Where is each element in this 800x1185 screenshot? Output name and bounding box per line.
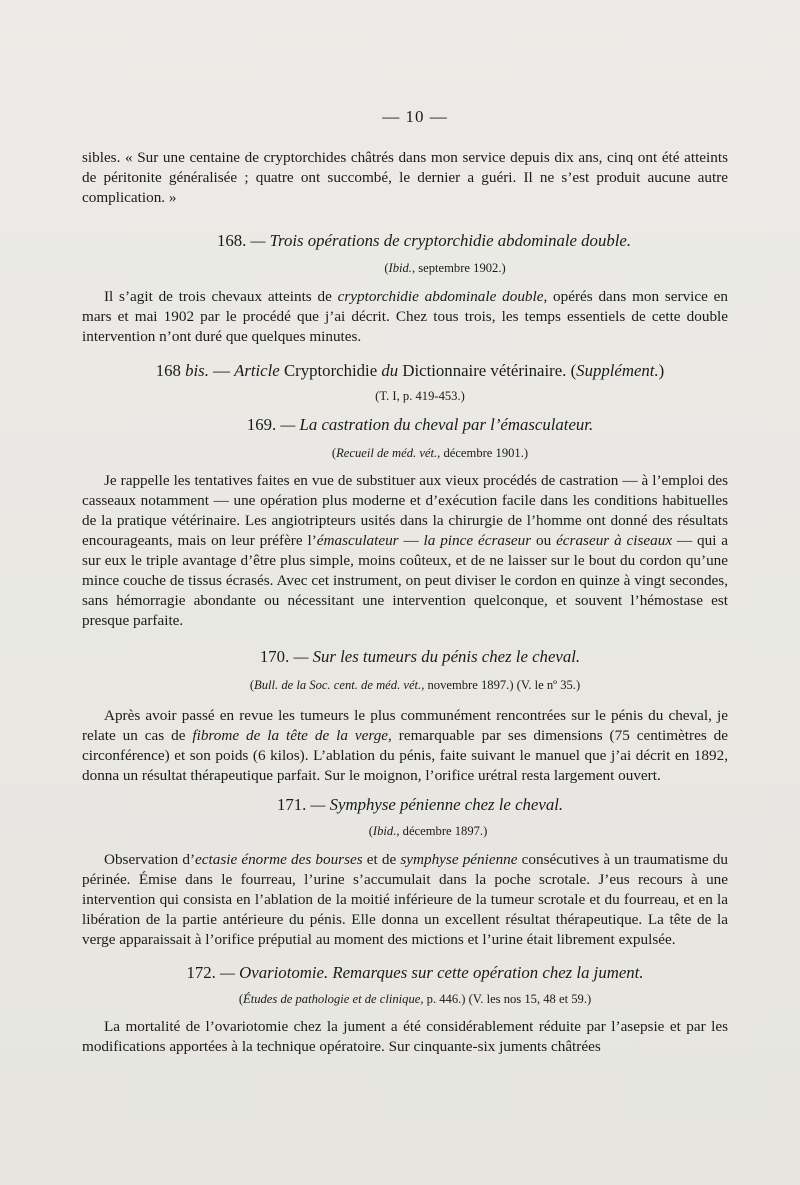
section-171-ref-date: , décembre 1897.) [396,824,488,838]
paren-open: ( [570,361,577,380]
section-168-heading [82,230,728,252]
section-172-text: La mortalité de l’ovariotomie chez la jument a été considérablement réduite par l’asepsie et par les modifications apportées à la technique opératoire. Sur cinquante-six juments châtrées [82,1018,728,1055]
article-label: Article [234,361,280,380]
body-emphasis: ectasie énorme des bourses [195,851,363,868]
section-172-ref-date: , p. 446.) (V. les nos 15, 48 et 59.) [420,992,592,1006]
section-169-ref-date: , décembre 1901.) [437,446,529,460]
supplement-label: Supplément. [576,361,659,380]
section-168-bis-heading [82,360,728,382]
body-emphasis: la pince écraseur [423,532,532,549]
section-172-title: — Ovariotomie. Remarques sur cette opération chez la jument. [220,963,644,982]
section-170-body [82,706,728,786]
body-emphasis: fibrome de la tête de la verge [192,727,389,744]
article-subject: Cryptorchidie [283,361,378,380]
section-171-body [82,850,728,950]
section-168-bis [82,360,728,405]
section-172-number: 172. [186,963,216,982]
section-168-body [82,287,728,347]
ref-open-paren: ( [368,824,373,838]
section-169-title: — La castration du cheval par l’émasculateur. [280,415,594,434]
article-du: du [381,361,399,380]
page-number: — 10 — [382,107,448,126]
dash: — [213,361,230,380]
section-172-ref-source: Études de pathologie et de clinique [243,992,421,1006]
section-169-reference [82,444,728,462]
section-169-number: 169. [246,415,277,434]
body-text: Observation d’ [104,851,196,868]
body-text: ou [531,532,557,549]
ref-open-paren: ( [238,992,244,1006]
section-169-body [82,471,728,631]
section-168 [82,230,728,347]
section-170-heading [82,646,728,668]
section-169 [82,414,728,631]
section-168-reference [82,259,728,277]
section-168-title: — Trois opérations de cryptorchidie abdominale double. [250,231,632,250]
body-text: , opérés dans mon service en mars et mai 1902 par le procédé que j’ai décrit. Chez tous trois, les temps essentiels de cette double intervention n’ont duré que quelques minutes. [82,288,728,345]
section-170-number: 170. [259,647,290,666]
intro-paragraph [82,148,728,208]
section-171 [82,794,728,950]
body-emphasis: cryptorchidie abdominale double [337,288,544,305]
section-170-reference [82,676,728,694]
section-168-bis-number: 168 [155,361,181,380]
section-172-heading [82,962,728,984]
body-text: Je rappelle les tentatives faites en vue de substituer aux vieux procédés de castration — à l’emploi des casseaux notamment — une opération plus moderne et d’exécution facile dans les conditions habituelles de la pratique vétérinaire. Les angiotripteurs usités dans la chirurgie de l’homme ont donné des résultats encourageants, mais on leur préfère l’ [82,472,728,549]
body-emphasis: émasculateur [316,532,399,549]
bis-label: bis. [185,361,209,380]
section-171-heading [82,794,728,816]
body-emphasis: symphyse pénienne [400,851,518,868]
section-171-title: — Symphyse pénienne chez le cheval. [310,795,564,814]
body-text: Après avoir passé en revue les tumeurs le plus communément rencontrées sur le pénis du cheval, je relate un cas de [82,707,728,744]
dictionary-title: Dictionnaire vétérinaire. [402,361,567,380]
body-text: , remarquable par ses dimensions (75 centimètres de circonférence) et son poids (6 kilos). L’ablation du pénis, faite suivant le manuel que j’ai décrit en 1892, donna un résultat thérapeutique parfait. Sur le moignon, l’orifice urétral resta largement ouvert. [82,727,728,784]
body-text: et de [362,851,401,868]
section-170 [82,646,728,786]
section-170-ref-date: , novembre 1897.) (V. le nº 35.) [421,678,581,692]
section-168-ref-source: Ibid. [388,261,412,275]
body-text: — qui a sur eux le triple avantage d’être plus simple, moins coûteux, et de ne laisser sur le bout du cordon qu’une mince couche de tissus écrasés. Avec cet instrument, on peut diviser le cordon en quinze à vingt secondes, sans hémorragie abondante ou nécessitant une intervention quelconque, et souvent l’hémostase est presque parfaite. [82,532,729,629]
section-168-ref-date: , septembre 1902.) [411,261,506,275]
section-169-ref-source: Recueil de méd. vét. [336,446,438,460]
ref-open-paren: ( [331,446,337,460]
section-171-number: 171. [276,795,307,814]
body-text: — [398,532,424,549]
section-172 [82,962,728,1057]
body-text: consécutives à un traumatisme du périnée. Émise dans le fourreau, l’urine s’accumulait dans la poche scrotale. J’eus recours à une intervention qui consista en l’ablation de la moitié inférieure de la tumeur scrotale et du fourreau, et en la libération de la partie antérieure du pénis. Elle donna un excellent résultat thérapeutique. La tête de la verge apparaissait à l’orifice préputial au moment des mictions et l’urine était librement expulsée. [82,851,728,948]
section-170-title: — Sur les tumeurs du pénis chez le cheval. [293,647,581,666]
section-168-number: 168. [216,231,247,250]
ref-open-paren: ( [384,261,389,275]
section-171-ref-source: Ibid. [372,824,397,838]
body-emphasis: écraseur à ciseaux [556,532,673,549]
section-168-bis-reference: (T. I, p. 419-453.) [375,389,465,403]
section-171-reference [82,822,728,840]
ref-open-paren: ( [249,678,255,692]
paren-close: ) [658,361,665,380]
section-170-ref-source: Bull. de la Soc. cent. de méd. vét. [254,678,422,692]
section-172-body [82,1017,728,1057]
section-169-heading [82,414,728,436]
body-text: Il s’agit de trois chevaux atteints de [104,288,338,305]
intro-text: sibles. « Sur une centaine de cryptorchides châtrés dans mon service depuis dix ans, cinq ont été atteints de péritonite généralisée ; quatre ont succombé, le dernier a guéri. Il ne s’est produit aucune autre complication. » [82,149,728,206]
section-172-reference [82,990,728,1008]
